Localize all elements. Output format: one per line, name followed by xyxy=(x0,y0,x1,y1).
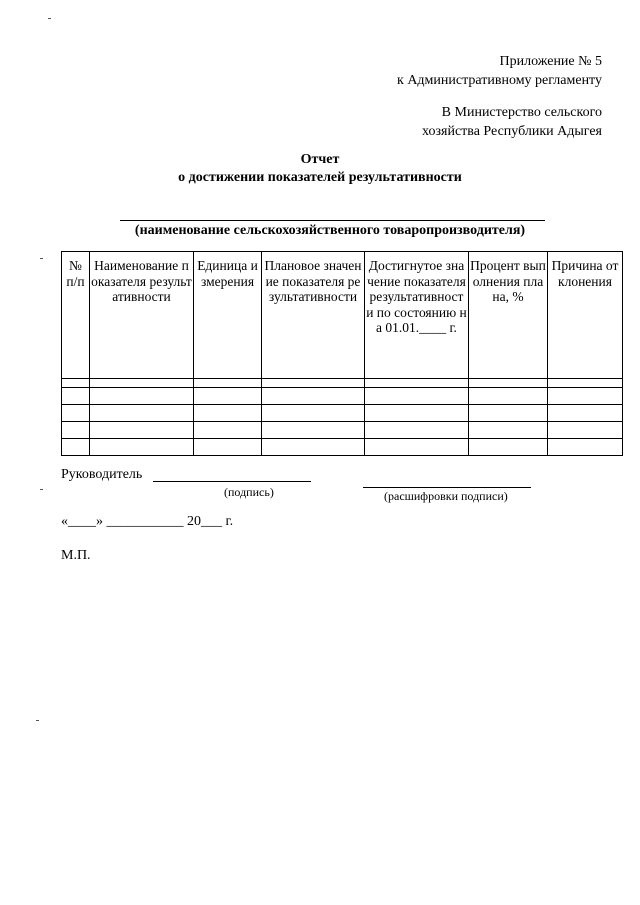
col-achieved-value: Достигнутое значение показателя результативности по состоянию на 01.01.____ г. xyxy=(365,252,469,379)
col-deviation-reason: Причина отклонения xyxy=(548,252,623,379)
producer-name-line xyxy=(120,220,545,221)
table-row xyxy=(62,379,623,388)
col-number: № п/п xyxy=(62,252,90,379)
scan-speck xyxy=(48,18,51,19)
table-row xyxy=(62,422,623,439)
signature-decode-line xyxy=(363,487,531,488)
table-row xyxy=(62,388,623,405)
addressee xyxy=(422,103,602,141)
producer-caption: (наименование сельскохозяйственного товаропроизводителя) xyxy=(134,223,526,238)
signature-label: Руководитель xyxy=(61,467,143,482)
signature-caption: (подпись) xyxy=(224,485,274,499)
scan-speck xyxy=(40,489,43,490)
scan-speck xyxy=(36,720,39,721)
table-row xyxy=(62,439,623,456)
decode-caption: (расшифровки подписи) xyxy=(384,489,508,503)
indicators-table xyxy=(61,251,623,456)
table-row xyxy=(62,405,623,422)
col-plan-percent: Процент выполнения плана, % xyxy=(469,252,548,379)
date-line: «____» ___________ 20___ г. xyxy=(61,514,234,529)
report-title: Отчет xyxy=(300,152,340,167)
col-unit: Единица измерения xyxy=(194,252,262,379)
addressee-line-2: хозяйства Республики Адыгея xyxy=(422,124,602,139)
col-planned-value: Плановое значение показателя результативности xyxy=(262,252,365,379)
addressee-line-1: В Министерство сельского xyxy=(441,105,602,120)
appendix-note xyxy=(397,52,602,90)
col-indicator-name: Наименование показателя результативности xyxy=(90,252,194,379)
appendix-line-2: к Административному регламенту xyxy=(397,73,602,88)
appendix-line-1: Приложение № 5 xyxy=(499,54,602,69)
table-header-row xyxy=(62,252,623,379)
signature-line xyxy=(153,481,311,482)
scan-speck xyxy=(40,258,43,259)
seal-placeholder: М.П. xyxy=(61,548,91,563)
report-subtitle: о достижении показателей результативности xyxy=(178,170,462,185)
